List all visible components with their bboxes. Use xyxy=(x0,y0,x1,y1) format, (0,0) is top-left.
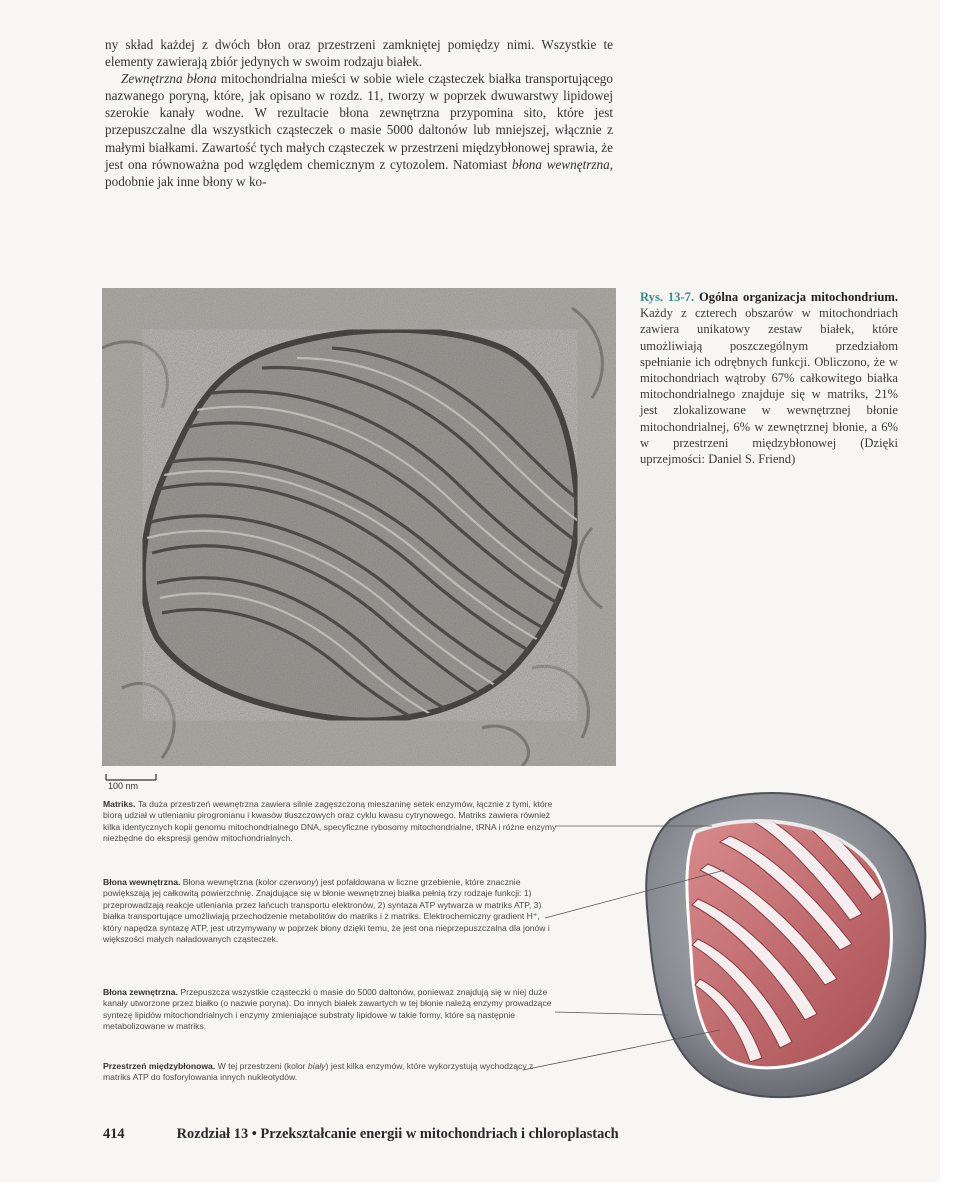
page-footer xyxy=(103,1126,723,1143)
label-outer-membrane-title: Błona zewnętrzna. xyxy=(103,987,178,997)
label-outer-membrane xyxy=(103,987,558,1033)
label-outer-membrane-text: Przepuszcza wszystkie cząsteczki o masie do 5000 daltonów, ponieważ znajdują się w niej duże kanały utworzone przez białko (o nazwie poryna). Do innych białek zawartych w tej błonie należą enzymy prowadzące syntezę lipidów mitochondrialnych i enzymy zmieniające substraty lipidowe w takie formy, które są następnie metabolizowane w matriks. xyxy=(103,987,552,1032)
electron-micrograph xyxy=(102,288,616,766)
label-matrix-text: Ta duża przestrzeń wewnętrzna zawiera silnie zagęszczoną mieszaninę setek enzymów, łącznie z tymi, które biorą udział w utlenianiu pirogronianu i kwasów tłuszczowych oraz cyklu kwasu cytrynowego. Matriks zawiera również kilka identycznych kopii genomu mitochondrialnego DNA, specyficzne rybosomy mitochondrialne, tRNA i różne enzymy niezbędne do ekspresji genów mitochondrialnych. xyxy=(103,799,557,844)
body-paragraph-1: ny skład każdej z dwóch błon oraz przestrzeni zamkniętej pomiędzy nimi. Wszystkie te elementy zawierają zbiór jedynych w swoim rodzaju białek. xyxy=(105,37,613,70)
micrograph-image xyxy=(102,288,616,766)
body-text xyxy=(105,36,613,190)
body-term-inner-membrane: błona wewnętrzna xyxy=(511,156,610,172)
figure-caption xyxy=(640,289,898,467)
label-inner-membrane-text-a: Błona wewnętrzna (kolor xyxy=(182,877,280,887)
label-intermembrane-color: biały xyxy=(307,1061,326,1071)
label-inner-membrane-color: czerwony xyxy=(279,877,316,887)
matrix-shape xyxy=(687,821,892,1068)
body-paragraph-2-text-b: , podobnie jak inne błony w ko- xyxy=(105,156,614,189)
page-bottom-margin xyxy=(0,1182,940,1188)
label-matrix-title: Matriks. xyxy=(103,799,136,809)
label-intermembrane-text-b: ) jest kilka enzymów, które wykorzystują wychodzący z matriks ATP do fosforylowania innych nukleotydów. xyxy=(103,1061,534,1083)
body-term-outer-membrane: Zewnętrzna błona xyxy=(121,71,217,87)
body-paragraph-2 xyxy=(105,70,613,190)
chapter-title: Przekształcanie energii w mitochondriach i chloroplastach xyxy=(260,1126,619,1142)
label-matrix xyxy=(103,799,558,845)
label-inner-membrane-text-b: ) jest pofałdowana w liczne grzebienie, które znacznie powiększają jej całkowitą powierzchnię. Znajdujące się w błonie wewnętrznej białka pełnią trzy rodzaje funkcji: 1) przeprowadzają reakcje utleniania przez łańcuch transportu elektronów, 2) syntaza ATP wytwarza w matriks ATP, 3) białka transportujące umożliwiają przechodzenie metabolitów do matriks i z matriks. Elektrochemiczny gradient H⁺, który napędza syntazę ATP, jest utrzymywany w poprzek błony dzięki temu, że jest ona nieprzepuszczalna dla jonów i większości małych naładowanych cząsteczek. xyxy=(103,877,550,945)
chapter-separator: • xyxy=(251,1126,257,1142)
label-intermembrane-space xyxy=(103,1061,558,1084)
page-margin xyxy=(940,0,972,1188)
scale-bar-label: 100 nm xyxy=(108,781,139,791)
figure-number: Rys. 13-7. xyxy=(640,290,695,304)
label-inner-membrane xyxy=(103,877,558,945)
page-number: 414 xyxy=(103,1126,125,1142)
body-paragraph-2-text-a: mitochondrialna mieści w sobie wiele cząsteczek białka transportującego nazwanego poryną, które, jak opisano w rozdz. 11, tworzy w poprzek dwuwarstwy lipidowej szerokie kanały wodne. W rezultacie błona zewnętrzna przypomina sito, które jest przepuszczalne dla wszystkich cząsteczek o masie 5000 daltonów lub mniejszej, włącznie z małymi białkami. Zawartość tych małych cząsteczek w przestrzeni międzybłonowej sprawia, że jest ona równoważna pod względem chemicznym z cytozolem. Natomiast xyxy=(105,71,613,172)
chapter-label: Rozdział 13 xyxy=(176,1126,249,1142)
figure-title: Ogólna organizacja mitochondrium. xyxy=(698,290,898,304)
label-intermembrane-title: Przestrzeń międzybłonowa. xyxy=(103,1061,216,1071)
mitochondrion-diagram xyxy=(600,780,930,1100)
figure-caption-text: Każdy z czterech obszarów w mitochondriach zawiera unikatowy zestaw białek, które umożliwiają poszczególnym przedziałom spełnianie ich odrębnych funkcji. Obliczono, że w mitochondriach wątroby 67% całkowitego białka mitochondrialnego znajduje się w matriks, 21% jest zlokalizowane w wewnętrznej błonie mitochondrialnej, 6% w zewnętrznej błonie, a 6% w przestrzeni międzybłonowej (Dzięki uprzejmości: Daniel S. Friend) xyxy=(640,306,898,467)
label-intermembrane-text-a: W tej przestrzeni (kolor xyxy=(217,1061,308,1071)
label-inner-membrane-title: Błona wewnętrzna. xyxy=(103,877,181,887)
